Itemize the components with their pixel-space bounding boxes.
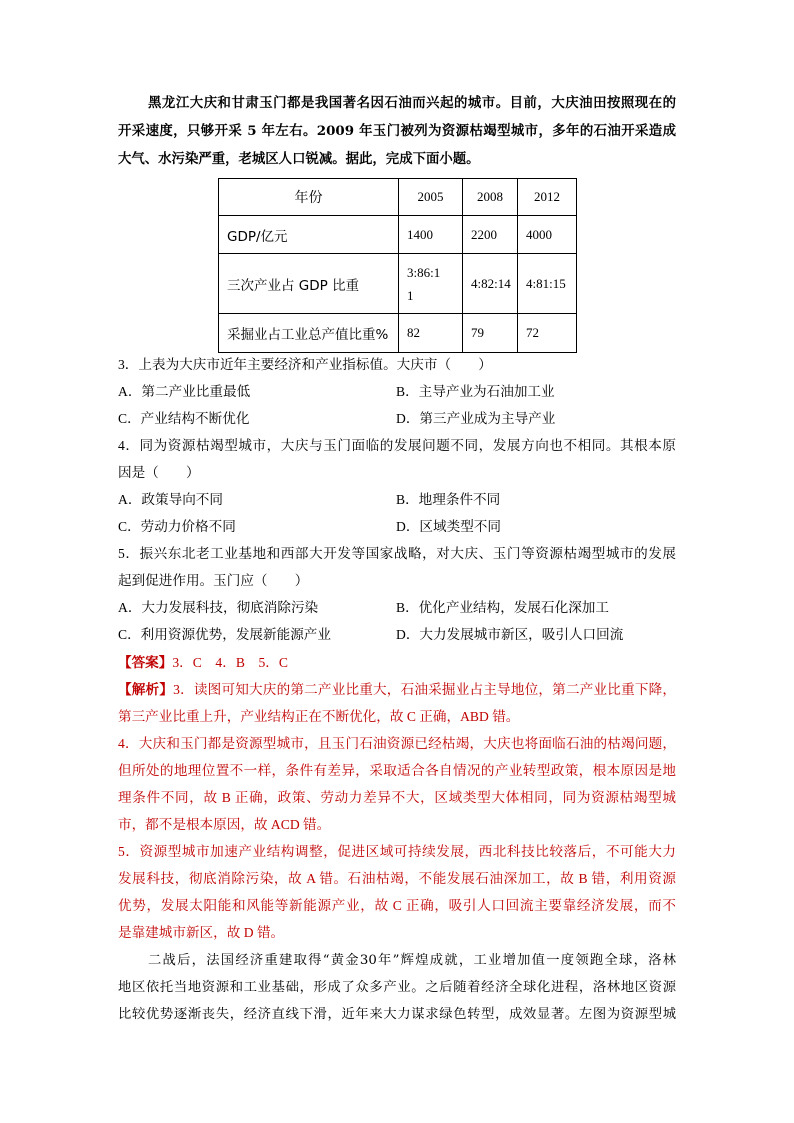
table-header-cell: 2008 <box>463 179 518 216</box>
questions-section <box>118 351 676 1028</box>
table-row-label: 采掘业占工业总产值比重% <box>219 314 399 353</box>
option: B．主导产业为石油加工业 <box>396 383 555 399</box>
question-stem-line: 因是（ ） <box>118 464 200 480</box>
answer-line <box>118 649 676 676</box>
material-line: 地区依托当地资源和工业基础，形成了众多产业。之后随着经济全球化进程，洛林地区资源 <box>118 979 676 995</box>
answer-tag: 【答案】 <box>118 654 173 670</box>
material-line: 比较优势逐渐丧失，经济直线下滑，近年来大力谋求绿色转型，成效显著。左图为资源型城 <box>118 1006 676 1022</box>
table-cell-value: 3:86:11 <box>407 264 441 303</box>
table-row <box>219 216 577 254</box>
table-row <box>219 314 577 353</box>
option: D．第三产业成为主导产业 <box>396 410 556 426</box>
analysis-line: 发展科技，彻底消除污染，故 A 错。石油枯竭，不能发展石油深加工，故 B 错，利用资源 <box>118 871 676 887</box>
option: C．产业结构不断优化 <box>118 410 250 426</box>
analysis-line: 市，都不是根本原因，故 ACD 错。 <box>118 817 331 833</box>
option: D．区域类型不同 <box>396 519 501 535</box>
intro-line: 开采速度，只够开采 5 年左右。2009 年玉门被列为资源枯竭型城市，多年的石油开采造成 <box>118 123 676 139</box>
analysis-line: 理条件不同，故 B 正确，政策、劳动力差异不大，区域类型大体相同，同为资源枯竭型城 <box>118 790 676 805</box>
option-row <box>118 405 676 432</box>
option: C．劳动力价格不同 <box>118 519 236 535</box>
table-cell: 4:82:14 <box>463 254 518 314</box>
analysis-line: 但所处的地理位置不一样，条件有差异，采取适合各自情况的产业转型政策，根本原因是地 <box>118 762 676 778</box>
table-row-label: GDP/亿元 <box>219 216 399 254</box>
analysis-line: 5．资源型城市加速产业结构调整，促进区域可持续发展，西北科技比较落后，不可能大力 <box>118 844 676 860</box>
table-cell: 4000 <box>518 216 577 254</box>
analysis-tag: 【解析】 <box>118 681 174 697</box>
table-header-cell: 2005 <box>399 179 463 216</box>
table-header-cell: 年份 <box>219 179 399 216</box>
table-cell: 4:81:15 <box>518 254 577 314</box>
table-cell: 82 <box>399 314 463 353</box>
option-row <box>118 621 676 648</box>
answer-text: 3．C 4．B 5．C <box>172 654 288 670</box>
table-cell: 2200 <box>463 216 518 254</box>
material-line: 二战后，法国经济重建取得“黄金30年”辉煌成就，工业增加值一度领跑全球，洛林 <box>148 952 676 968</box>
table-cell <box>399 254 463 314</box>
table-header-cell: 2012 <box>518 179 577 216</box>
option: A．大力发展科技，彻底消除污染 <box>118 600 319 616</box>
table-cell: 72 <box>518 314 577 353</box>
option-row <box>118 594 676 621</box>
option-row <box>118 486 676 513</box>
option: C．利用资源优势，发展新能源产业 <box>118 627 331 643</box>
intro-line: 黑龙江大庆和甘肃玉门都是我国著名因石油而兴起的城市。目前，大庆油田按照现在的 <box>148 95 676 111</box>
question-stem-line: 5．振兴东北老工业基地和西部大开发等国家战略，对大庆、玉门等资源枯竭型城市的发展 <box>118 546 676 562</box>
question-stem-line: 起到促进作用。玉门应（ ） <box>118 573 309 589</box>
option: A．政策导向不同 <box>118 491 223 507</box>
analysis-line: 优势，发展太阳能和风能等新能源产业，故 C 正确，吸引人口回流主要靠经济发展，而不 <box>118 898 676 914</box>
table-cell: 1400 <box>399 216 463 254</box>
table-row <box>219 254 577 314</box>
analysis-line: 是靠建城市新区，故 D 错。 <box>118 925 285 941</box>
option-row <box>118 378 676 405</box>
question-stem-line: 3．上表为大庆市近年主要经济和产业指标值。大庆市（ ） <box>118 356 492 372</box>
table-row-label: 三次产业占 GDP 比重 <box>219 254 399 314</box>
option: B．优化产业结构，发展石化深加工 <box>396 600 609 616</box>
option: D．大力发展城市新区，吸引人口回流 <box>396 627 624 643</box>
question-stem-line: 4．同为资源枯竭型城市，大庆与玉门面临的发展问题不同，发展方向也不相同。其根本原 <box>118 437 676 453</box>
table-cell: 79 <box>463 314 518 353</box>
analysis-text: 3．读图可知大庆的第二产业比重大，石油采掘业占主导地位，第二产业比重下降， <box>173 681 677 697</box>
analysis-line: 第三产业比重上升，产业结构正在不断优化，故 C 正确，ABD 错。 <box>118 708 520 724</box>
intro-material <box>118 89 676 173</box>
data-table <box>218 178 577 353</box>
table-header-row <box>219 179 577 216</box>
option: B．地理条件不同 <box>396 491 501 507</box>
analysis-line <box>118 676 676 703</box>
intro-line: 大气、水污染严重，老城区人口锐减。据此，完成下面小题。 <box>118 151 480 167</box>
analysis-line: 4．大庆和玉门都是资源型城市，且玉门石油资源已经枯竭，大庆也将面临石油的枯竭问题， <box>118 735 676 751</box>
option: A．第二产业比重最低 <box>118 383 251 399</box>
option-row <box>118 513 676 540</box>
